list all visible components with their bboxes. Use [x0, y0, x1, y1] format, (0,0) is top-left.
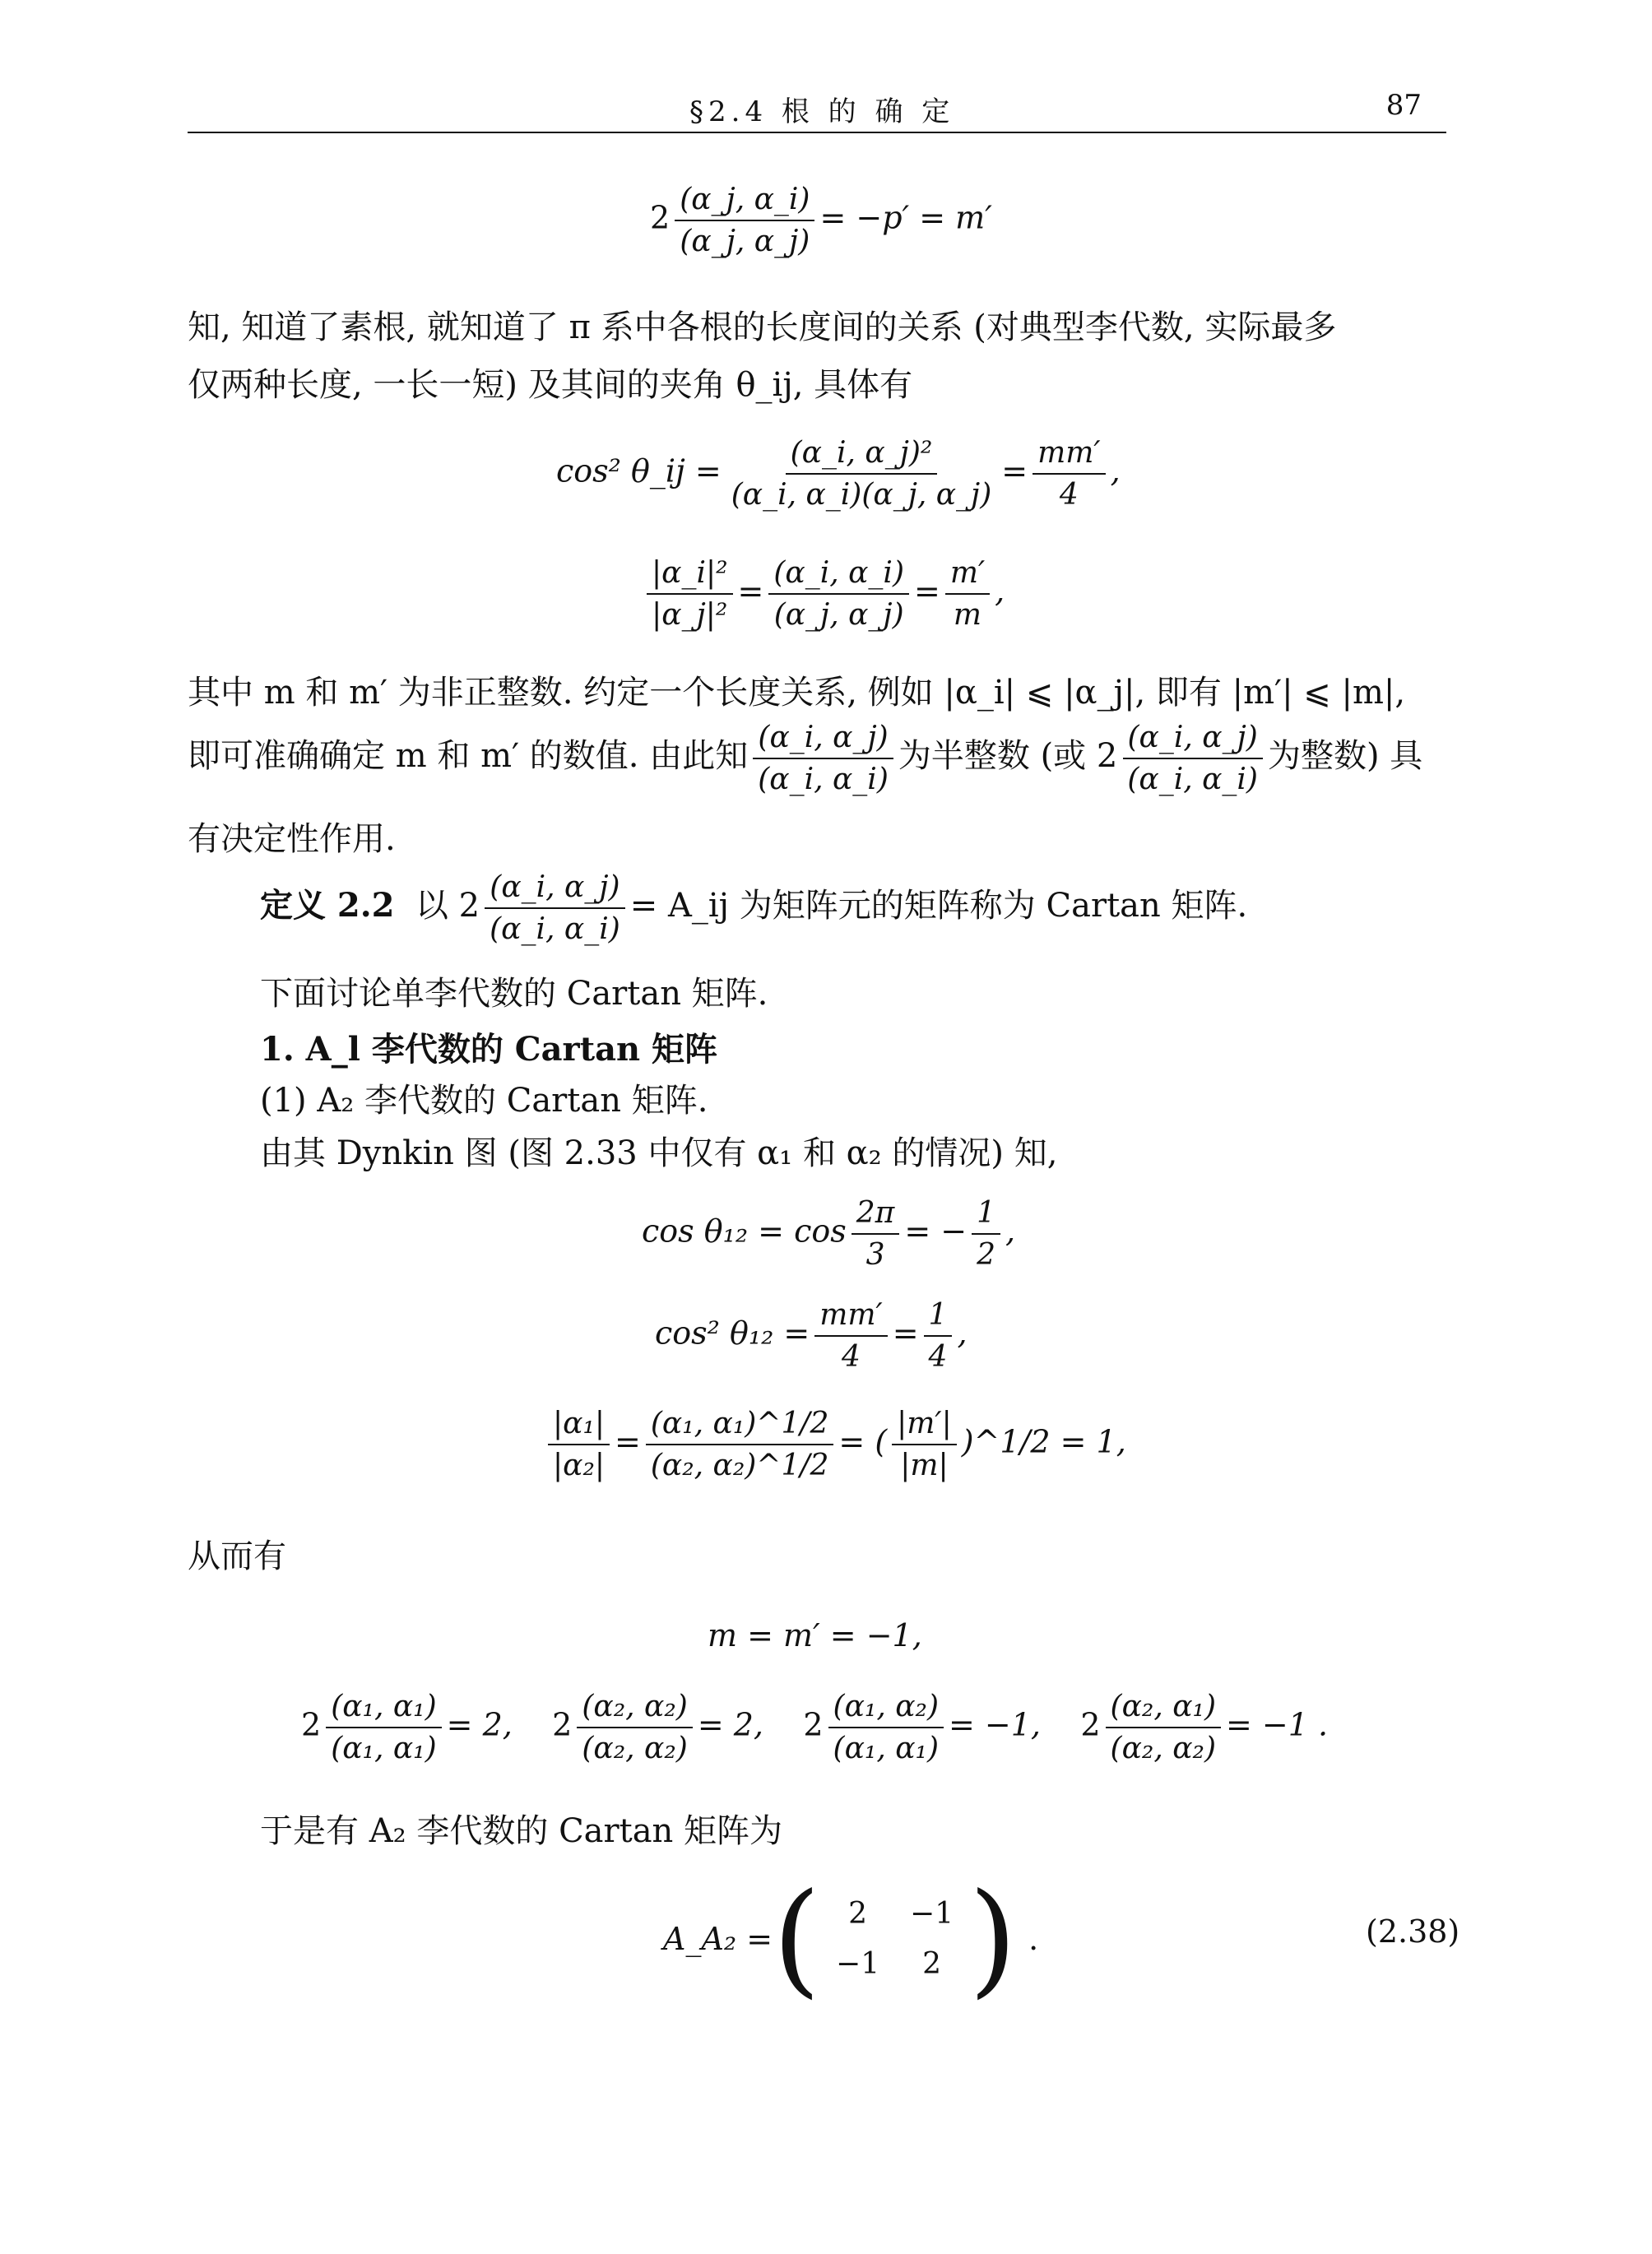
paragraph-line: 仅两种长度, 一长一短) 及其间的夹角 θ_ij, 具体有 — [188, 366, 913, 404]
equation-6: $\frac{\text{|α₁|}}{\text{|α₂|}}$ = $\frac{\text{(α₁, α₁)\textasciicircum{}1/2}}{\text{(α₂, α₂)\textasciicircum{}1/2}}$ = ( $\frac{|m'|}{|m|}$ )^1/2 = 1, — [543, 1407, 1126, 1482]
paragraph-line: 由其 Dynkin 图 (图 2.33 中仅有 α₁ 和 α₂ 的情况) 知, — [260, 1134, 1058, 1172]
paragraph-line: 即可准确确定 m 和 m′ 的数值. 由此知 $\frac{(\alpha\_i, \alpha\_j)}{(\alpha\_i, \alpha\_i)}$ 为半整数 (或 2 $\frac{(\alpha\_i, \alpha\_j)}{(\alpha\_i, \alpha\_i)}$ 为整数) 具 — [188, 721, 1423, 796]
page-number: 87 — [1385, 89, 1422, 122]
equation-2: cos² θ_ij = $\frac{\text{(α\_i, α\_j)²}}{(\alpha\_i, \alpha\_i)(\alpha\_j, \alpha\_j)}$ = $\frac{mm'}{4}$ , — [556, 436, 1121, 512]
subsection-heading: 1. A_l 李代数的 Cartan 矩阵 — [260, 1030, 717, 1069]
paragraph-line: 下面讨论单李代数的 Cartan 矩阵. — [260, 975, 768, 1013]
equation-3: $\frac{\text{|α\_i|²}}{\text{|α\_j|²}}$ = $\frac{(\alpha\_i, \alpha\_i)}{(\alpha\_j, \alpha\_j)}$ = $\frac{m'}{m}$ , — [642, 556, 1005, 632]
paragraph-line: 于是有 A₂ 李代数的 Cartan 矩阵为 — [260, 1812, 783, 1850]
equation-8: 2 $\frac{\text{(α₁, α₁)}}{\text{(α₁, α₁)}}$ = 2, 2 $\frac{\text{(α₂, α₂)}}{\text{(α₂, α₂)}}$ = 2, 2 $\frac{\text{(α₁, α₂)}}{\text{(α₁, α₁)}}$ = −1, 2 $\frac{\text{(α₂, α₁)}}{\text{(α₂, α₂)}}$ = −1 . — [301, 1690, 1329, 1765]
section-title: §2.4 根 的 确 定 — [689, 95, 955, 128]
definition: 定义 2.2 以 2 $\frac{(\alpha\_i, \alpha\_j)}{(\alpha\_i, \alpha\_i)}$ = A_ij 为矩阵元的矩阵称为 Cartan 矩阵. — [260, 870, 1248, 946]
equation-5: cos² θ₁₂ = $\frac{mm'}{4}$ = $\frac{1}{4}$ , — [655, 1298, 968, 1374]
running-header — [188, 89, 1446, 133]
left-paren: ( — [773, 1867, 821, 2011]
paragraph-line: 其中 m 和 m′ 为非正整数. 约定一个长度关系, 例如 |α_i| ⩽ |α_j|, 即有 |m′| ⩽ |m|, — [188, 674, 1406, 712]
right-paren: ) — [968, 1867, 1018, 2011]
paragraph-line: 从而有 — [188, 1537, 286, 1575]
equation-number: (2.38) — [1366, 1913, 1460, 1950]
paragraph-line: (1) A₂ 李代数的 Cartan 矩阵. — [260, 1082, 708, 1120]
equation-7: m = m′ = −1, — [708, 1617, 922, 1653]
paragraph-line: 有决定性作用. — [188, 820, 396, 858]
equation-1: 2 $\frac{(\alpha\_j, \alpha\_i)}{(\alpha\_j, \alpha\_j)}$ = −p′ = m′ — [650, 183, 992, 258]
equation-9-cartan-matrix: A_A₂ = ( 2 −1 −1 2 ) . — [663, 1867, 1039, 2011]
equation-4: cos θ₁₂ = cos $\frac{2\pi}{3}$ = − $\frac{1}{2}$ , — [642, 1196, 1016, 1272]
matrix-grid: 2 −1 −1 2 — [836, 1897, 954, 1981]
paragraph-line: 知, 知道了素根, 就知道了 π 系中各根的长度间的关系 (对典型李代数, 实际最多 — [188, 308, 1337, 346]
definition-label: 定义 2.2 — [260, 886, 395, 925]
